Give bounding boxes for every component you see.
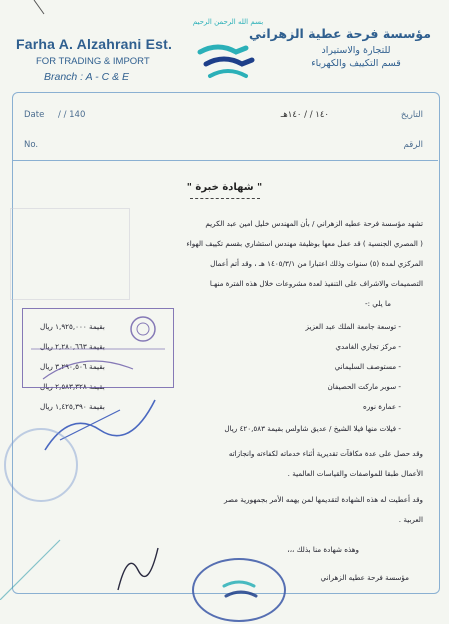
signature-company: مؤسسة فرحة عطيه الزهراني (320, 573, 409, 582)
project-name: عمارة نوره (363, 402, 397, 411)
project-name: سوبر ماركت الحصيفان (327, 382, 397, 391)
project-name: مستوصف السليماني (334, 362, 397, 371)
project-value-2: بقيمة ٢,٢٨٠,٦٦٣ ريال (40, 342, 105, 351)
sign-off: وهذه شهادة منا بذلك ،،، (287, 545, 359, 554)
body-line-1: تشهد مؤسسة فرحة عطيه الزهراني / بأن المهندس خليل امين عبد الكريم (205, 219, 423, 228)
project-item-2: - مركز تجاري الغامدي (335, 342, 401, 351)
company-branch-en: Branch : A - C & E (44, 71, 129, 83)
company-department-ar: قسم التكييف والكهرباء (311, 58, 401, 69)
company-subtitle-ar: للتجارة والاستيراد (321, 45, 391, 56)
date-label: Date (24, 110, 45, 120)
ar-number-label: الرقم (403, 140, 423, 150)
project-item-4: - سوبر ماركت الحصيفان (327, 382, 401, 391)
company-name-en: Farha A. Alzahrani Est. (16, 36, 173, 52)
project-value-3: بقيمة ٣,٢٩٠,٥٠٦ ريال (40, 362, 105, 371)
project-item-1: - توسعة جامعة الملك عبد العزيز (305, 322, 401, 331)
project-item-6: - فيلات منها فيلا الشيخ / عديق شاولس بقيمة ٤٢٠,٥٨٣ ريال (224, 424, 401, 433)
project-value-1: بقيمة ١,٩٢٥,٠٠٠ ريال (40, 322, 105, 331)
project-name: فيلات منها فيلا الشيخ / عديق شاولس بقيمة ٤٢٠,٥٨٣ ريال (224, 424, 397, 433)
body-line-3: المركزي لمدة (٥) سنوات وذلك اعتبارا من ١٤٠٥/٣/١ هـ ، وقد أتم أعمال (210, 259, 423, 268)
project-item-5: - عمارة نوره (363, 402, 401, 411)
company-subtitle-en: FOR TRADING & IMPORT (36, 56, 150, 67)
certificate-title: " شهادة خبرة " (186, 182, 263, 193)
closing-line-1: وقد حصل على عدة مكافآت تقديرية أثناء خدماته لكفاءته وانجازاته (228, 449, 423, 458)
closing-line-3: وقد أعطيت له هذه الشهادة لتقديمها لمن يهمه الأمر بجمهورية مصر (223, 495, 423, 504)
project-item-3: - مستوصف السليماني (334, 362, 401, 371)
project-value-5: بقيمة ١,٤٢٥,٣٩٠ ريال (40, 402, 105, 411)
project-value-4: بقيمة ٢,٥٨٣,٣٢٨ ريال (40, 382, 105, 391)
project-name: مركز تجاري الغامدي (335, 342, 397, 351)
body-line-5: ما يلي :- (365, 299, 391, 308)
project-name: توسعة جامعة الملك عبد العزيز (305, 322, 397, 331)
body-line-4: التصميمات والاشراف على التنفيذ لعدة مشروعات خلال هذه الفترة منهـا (209, 279, 423, 288)
ar-date-value: ١٤٠ / / ١٤٠هـ (280, 110, 329, 120)
date-value: / / 140 (58, 110, 86, 120)
ar-date-label: التاريخ (400, 110, 423, 120)
company-name-ar: مؤسسة فرحة عطية الزهراني (249, 26, 431, 41)
body-line-2: ( المصري الجنسية ) قد عمل معها بوظيفة مهندس استشاري بقسم تكييف الهواء (186, 239, 423, 248)
closing-line-4: العربية . (398, 515, 423, 524)
number-label: No. (24, 140, 39, 150)
closing-line-2: الأعمال طبقا للمواصفات والقياسات العالمية . (287, 469, 423, 478)
logo-caption: بسم الله الرحمن الرحيم (192, 18, 264, 26)
